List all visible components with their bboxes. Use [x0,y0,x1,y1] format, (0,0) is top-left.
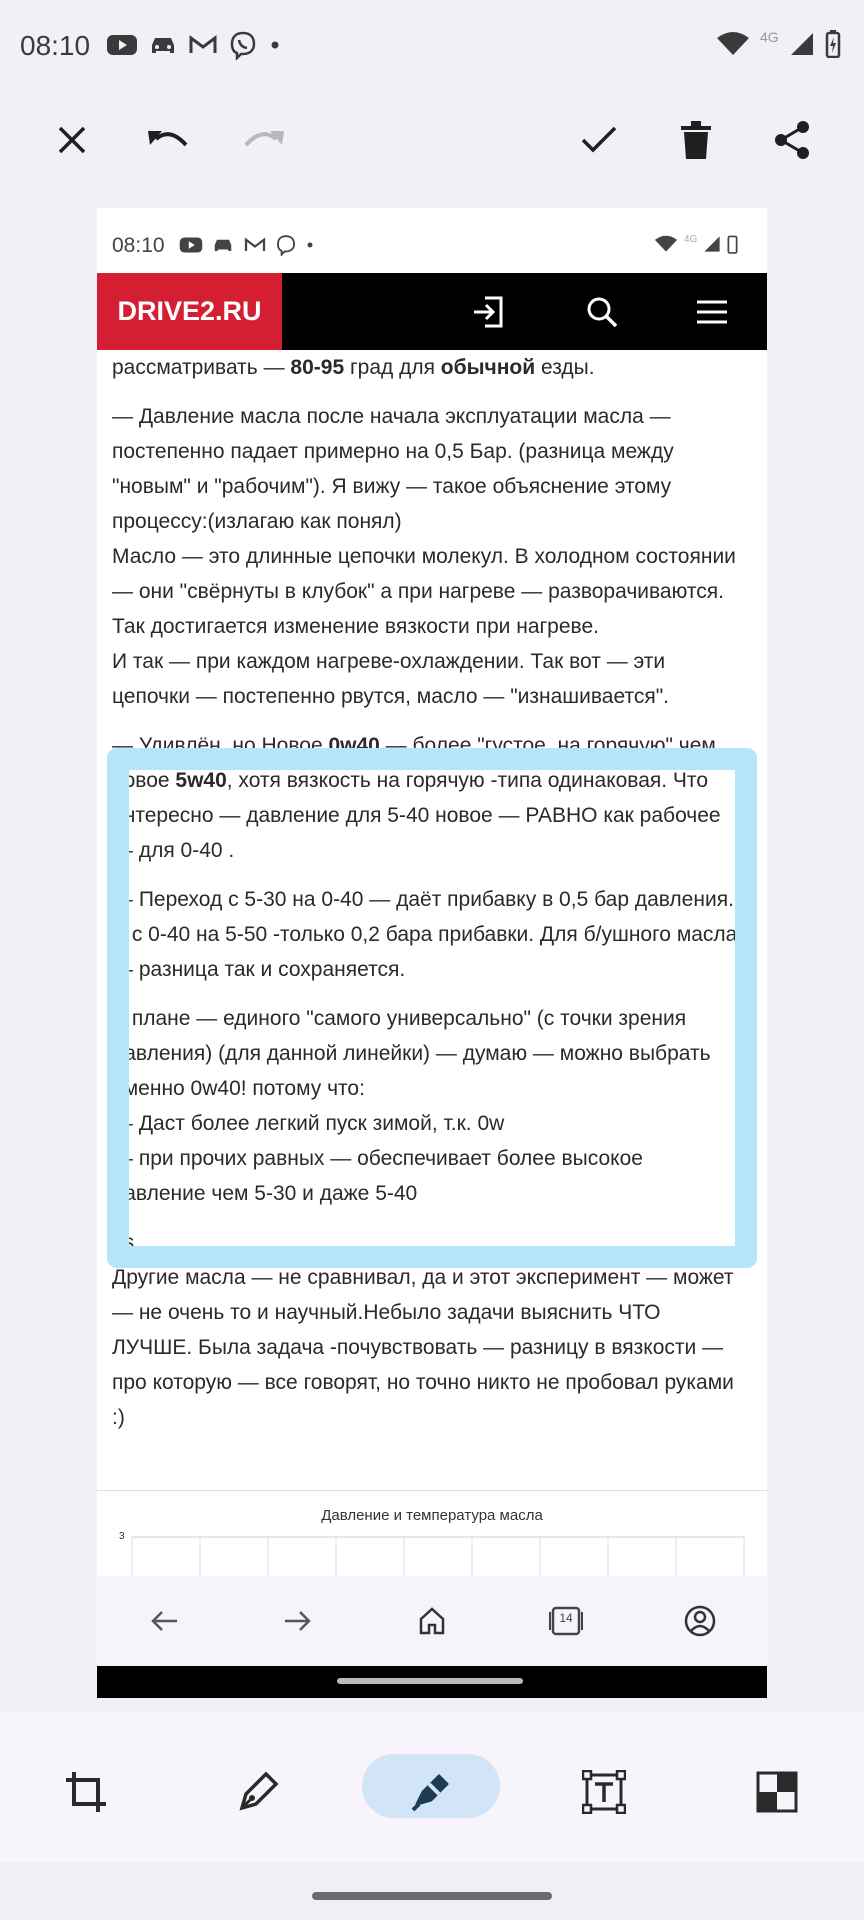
cell-signal-icon [703,235,721,253]
search-icon [586,296,618,328]
chart-grid [97,1491,767,1587]
site-search-button[interactable] [581,291,623,333]
login-button[interactable] [467,291,509,333]
check-icon [580,125,618,155]
cell-signal-icon [789,31,815,57]
car-icon [211,236,235,254]
chart-title: Давление и температура масла [321,1507,543,1524]
more-notifications-dot-icon [305,240,315,250]
account-icon [684,1605,716,1637]
close-button[interactable] [44,112,100,168]
inner-gesture-bar [97,1666,767,1698]
share-icon [773,120,811,160]
undo-icon [146,125,190,155]
site-logo-block[interactable] [97,273,282,350]
article-paragraph: — Переход с 5-30 на 0-40 — даёт прибавку в 0,5 бар давления. А с 0-40 на 5-50 -только 0,2 бара прибавки. Для б/ушного масла — разница так и сохраняется. [112,888,738,981]
browser-home-button[interactable] [409,1598,455,1644]
site-logo: DRIVE2.RU [117,296,262,326]
gesture-navigation-bar[interactable] [312,1892,552,1900]
arrow-right-icon [283,1609,313,1633]
inner-status-bar [97,208,767,273]
chart-y-tick: 3 [119,1531,125,1542]
wifi-icon [654,235,678,253]
inner-status-time: 08:10 [112,234,165,257]
article-paragraph: — Удивлён, но Новое 0w40 — более "густое. на горячую" чем новое 5w40, хотя вязкость на горячую -типа одинаковая. Что интересно — давление для 5-40 новое — РАВНО как рабочее — для 0-40 . [112,734,721,862]
highlighter-icon [409,1770,453,1814]
gmail-icon [243,236,267,254]
article-paragraph: — Даст более легкий пуск зимой, т.к. 0w [112,1112,505,1135]
login-icon [471,295,505,329]
gmail-icon [188,33,218,57]
chart-preview [97,1490,767,1587]
youtube-icon [106,33,138,57]
site-menu-button[interactable] [691,291,733,333]
article-paragraph: Масло — это длинные цепочки молекул. В холодном состоянии — они "свёрнуты в клубок" а при нагреве — разворачиваются. Так достигается изменение вязкости при нагреве. [112,545,736,638]
article-paragraph: ps [112,1231,135,1254]
delete-button[interactable] [668,112,724,168]
viber-icon [228,30,258,60]
pixelate-icon [756,1771,798,1813]
browser-account-button[interactable] [677,1598,723,1644]
trash-icon [681,121,711,159]
tabs-count: 14 [559,1611,573,1625]
article-paragraph: Другие масла — не сравнивал, да и этот эксперимент — может — не очень то и научный.Небыло задачи выяснить ЧТО ЛУЧШЕ. Была задача -почувствовать — разницу в вязкости — про которую — все говорят, но точно никто не пробовал руками :) [112,1266,734,1429]
car-icon [148,33,178,57]
pen-tool-button[interactable] [218,1760,298,1824]
crop-icon [64,1770,108,1814]
redo-icon [242,125,286,155]
site-header [97,273,767,350]
inner-notification-icons [179,234,315,256]
pen-icon [236,1770,280,1814]
close-icon [57,125,87,155]
arrow-left-icon [149,1609,179,1633]
article-paragraph: В плане — единого "самого универсально" (с точки зрения давления) (для данной линейки) — думаю — можно выбрать именно 0w40! потому что: [112,1007,711,1100]
home-icon [417,1606,447,1636]
crop-tool-button[interactable] [46,1760,126,1824]
system-icons [716,30,841,58]
inner-network-type: 4G [684,233,698,245]
viber-icon [275,234,297,256]
article-text [112,350,742,1449]
browser-navigation-bar [97,1576,767,1666]
browser-tabs-button[interactable] [543,1598,589,1644]
battery-charging-icon [727,234,738,254]
markup-toolbar [0,1712,864,1862]
highlighter-tool-button[interactable] [391,1760,471,1824]
battery-charging-icon [825,30,841,58]
article-paragraph: — Давление масла после начала эксплуатации масла — постепенно падает примерно на 0,5 Бар. (разница между "новым" и "рабочим"). Я вижу — такое объяснение этому процессу:(излагаю как понял) [112,405,674,533]
text-tool-button[interactable] [564,1760,644,1824]
hamburger-menu-icon [695,298,729,326]
wifi-icon [716,31,750,57]
status-time: 08:10 [20,30,91,61]
screenshot-canvas[interactable] [97,208,767,1698]
save-button[interactable] [571,112,627,168]
article-paragraph: — при прочих равных — обеспечивает более высокое давление чем 5-30 и даже 5-40 [112,1147,643,1205]
article-paragraph: И так — при каждом нагреве-охлаждении. Так вот — эти цепочки — постепенно рвутся, масло — "изнашивается". [112,650,670,708]
status-bar [0,0,864,100]
youtube-icon [179,236,203,254]
inner-system-icons [654,234,738,254]
notification-icons [106,30,282,60]
pixelate-tool-button[interactable] [737,1760,817,1824]
network-type: 4G [760,29,779,45]
share-button[interactable] [764,112,820,168]
undo-button[interactable] [140,112,196,168]
redo-button[interactable] [236,112,292,168]
browser-forward-button[interactable] [275,1598,321,1644]
article-paragraph: рассматривать — 80-95 град для обычной езды. [112,356,595,379]
browser-back-button[interactable] [141,1598,187,1644]
text-box-icon [582,1770,626,1814]
more-notifications-dot-icon [268,38,282,52]
